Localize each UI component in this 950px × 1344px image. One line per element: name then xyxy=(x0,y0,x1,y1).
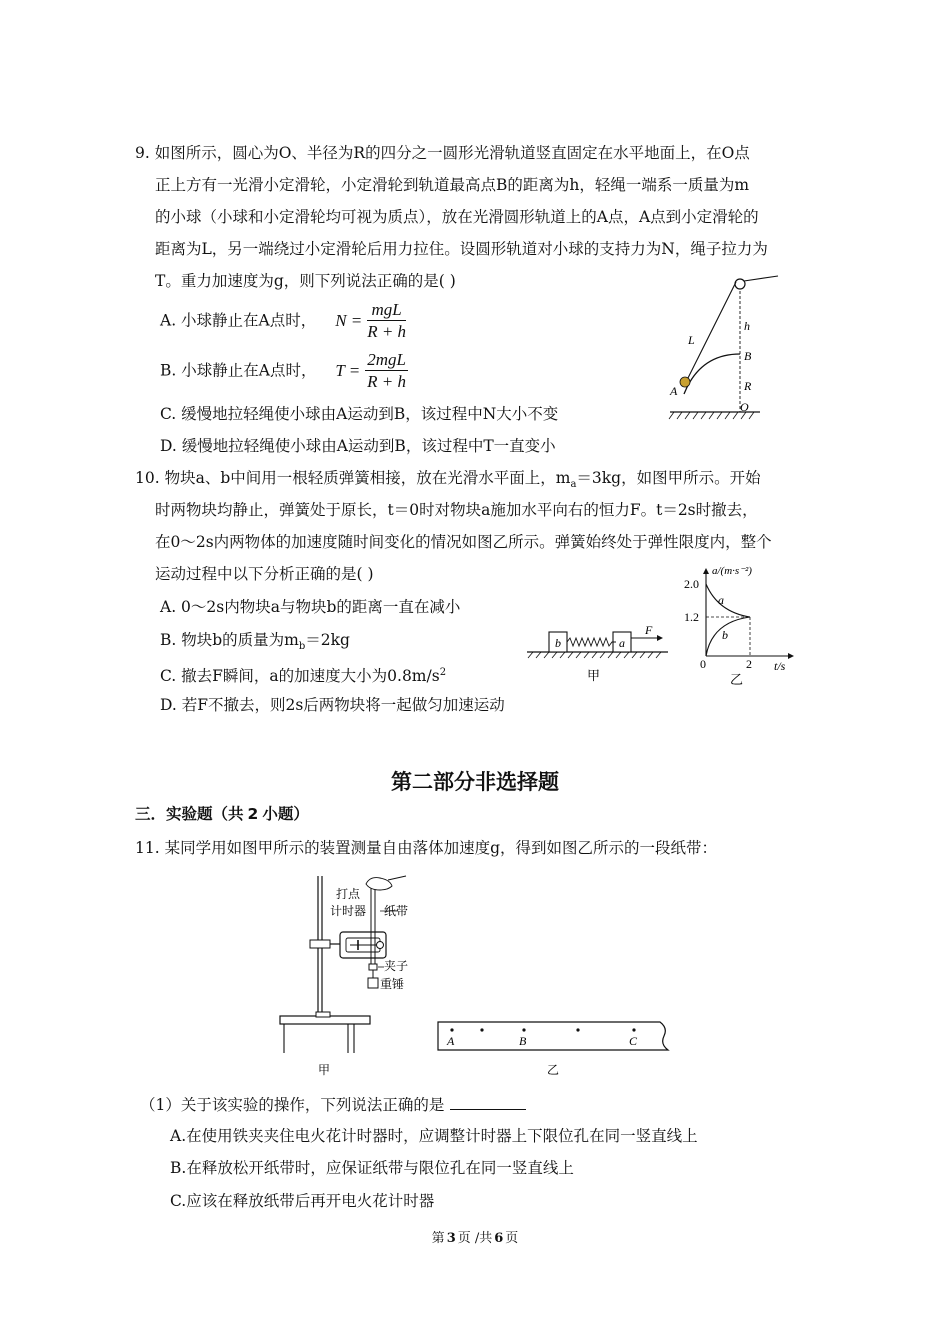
q10-curve-a-label: a xyxy=(718,593,724,607)
q10-x-tick-2: 2 xyxy=(746,657,752,671)
q10-label-a: a xyxy=(619,636,625,650)
q11-label-l3: 纸带 xyxy=(384,904,409,918)
q9-option-b-var: T = xyxy=(335,360,361,380)
q9-label-l: L xyxy=(688,333,695,347)
q9-arc-track xyxy=(684,354,740,394)
q10-line-4: 运动过程中以下分析正确的是( ) xyxy=(155,565,374,583)
q10-spring xyxy=(567,638,616,646)
q11-weight xyxy=(368,978,378,988)
section-three-end: 小题） xyxy=(262,805,309,823)
q10-figure-yi xyxy=(678,560,798,690)
q10-option-b-sub: b xyxy=(298,641,306,653)
part-two-title: 第二部分非选择题 xyxy=(391,770,559,794)
q9-pulley xyxy=(735,279,745,289)
q10-option-b-text: B. 物块b的质量为m xyxy=(160,631,299,649)
q10-option-c-sup: 2 xyxy=(439,667,447,678)
q9-option-c: C. 缓慢地拉轻绳使小球由A运动到B，该过程中N大小不变 xyxy=(160,405,559,423)
q11-point-c: C xyxy=(629,1034,638,1048)
q10-label-f: F xyxy=(645,623,653,637)
q11-option-c: C.应该在释放纸带后再开电火花计时器 xyxy=(170,1192,435,1210)
q9-option-b xyxy=(160,350,408,393)
q10-line-1-text: 10. 物块a、b中间用一根轻质弹簧相接，放在光滑水平面上，m xyxy=(135,469,571,487)
q9-option-a-text: A. 小球静止在A点时， xyxy=(160,311,317,330)
q10-caption-yi: 乙 xyxy=(730,672,744,687)
q11-label-l4: 夹子 xyxy=(384,959,409,973)
q10-option-b xyxy=(160,630,350,657)
q9-option-b-fraction xyxy=(365,350,408,393)
q9-line-4: 距离为L，另一端绕过小定滑轮后用力拉住。设圆形轨道对小球的支持力为N，绳子拉力为 xyxy=(155,240,768,258)
q10-option-a: A. 0～2s内物块a与物块b的距离一直在减小 xyxy=(160,598,461,616)
footer-pre: 第 xyxy=(431,1231,445,1246)
q10-line-3: 在0～2s内两物体的加速度随时间变化的情况如图乙所示。弹簧始终处于弹性限度内，整个 xyxy=(155,533,772,551)
q10-y-tick-2: 2.0 xyxy=(684,577,699,591)
q9-label-a: A xyxy=(670,384,678,398)
q10-curve-a xyxy=(706,584,750,617)
q9-option-a-var: N = xyxy=(335,310,363,330)
footer-mid: 页 /共 xyxy=(457,1231,493,1246)
q9-option-a-numerator: mgL xyxy=(367,300,406,321)
q11-line-1: 11. 某同学用如图甲所示的装置测量自由落体加速度g，得到如图乙所示的一段纸带： xyxy=(135,839,718,857)
q9-line-2: 正上方有一光滑小定滑轮，小定滑轮到轨道最高点B的距离为h，轻绳一端系一质量为m xyxy=(155,176,750,194)
q9-option-d: D. 缓慢地拉轻绳使小球由A运动到B，该过程中T一直变小 xyxy=(160,437,556,455)
q11-caption-jia: 甲 xyxy=(318,1063,331,1077)
q9-line-1: 9. 如图所示，圆心为O、半径为R的四分之一圆形光滑轨道竖直固定在水平地面上，在O点 xyxy=(135,144,750,162)
q9-line-3: 的小球（小球和小定滑轮均可视为质点），放在光滑圆形轨道上的A点，A点到小定滑轮的 xyxy=(155,208,759,226)
q9-option-a-fraction xyxy=(367,300,406,343)
q10-option-d: D. 若F不撤去，则2s后两物块将一起做匀加速运动 xyxy=(160,696,505,714)
q10-curve-b-label: b xyxy=(722,628,728,642)
q10-y-axis-label: a/(m·s⁻²) xyxy=(712,565,752,577)
q10-curve-b xyxy=(706,617,750,656)
q11-caption-yi: 乙 xyxy=(547,1063,560,1077)
q9-option-a xyxy=(160,300,406,343)
q10-option-b-rest: ＝2kg xyxy=(305,631,350,649)
q9-label-h: h xyxy=(744,319,750,333)
q10-label-b: b xyxy=(555,636,561,650)
q10-figure-jia xyxy=(525,620,670,688)
q10-y-tick-12: 1.2 xyxy=(684,610,699,624)
q9-option-b-denominator: R + h xyxy=(367,372,406,391)
footer-post: 页 xyxy=(505,1231,519,1246)
q10-line-1-sub: a xyxy=(570,479,577,491)
section-three-count: 2 xyxy=(247,805,259,823)
q11-sub-question-1-text: （1）关于该实验的操作，下列说法正确的是 xyxy=(140,1096,445,1114)
q9-option-b-numerator: 2mgL xyxy=(367,350,406,369)
q11-option-b: B.在释放松开纸带时，应保证纸带与限位孔在同一竖直线上 xyxy=(170,1159,574,1177)
q11-label-l2: 计时器 xyxy=(330,904,367,918)
footer-total: 6 xyxy=(494,1231,504,1246)
section-three-text: 三．实验题（共 xyxy=(135,805,244,823)
q10-option-c xyxy=(160,663,446,686)
footer-page: 3 xyxy=(446,1231,456,1246)
q11-option-a: A.在使用铁夹夹住电火花计时器时，应调整计时器上下限位孔在同一竖直线上 xyxy=(170,1127,698,1145)
q11-answer-blank[interactable] xyxy=(450,1094,526,1110)
q9-label-o: O xyxy=(740,400,749,414)
q10-caption-jia: 甲 xyxy=(587,668,601,683)
q10-option-c-text: C. 撤去F瞬间，a的加速度大小为0.8m/s xyxy=(160,667,440,686)
q10-x-tick-0: 0 xyxy=(700,657,706,671)
q9-rope xyxy=(686,282,736,382)
q11-label-l5: 重锤 xyxy=(380,977,405,991)
q9-option-a-denominator: R + h xyxy=(367,322,407,341)
q10-line-1-rest: ＝3kg，如图甲所示。开始 xyxy=(576,469,761,487)
q9-line-5: T。重力加速度为g，则下列说法正确的是( ) xyxy=(155,272,456,290)
q11-sub-question-1 xyxy=(140,1094,526,1115)
q10-x-axis-label: t/s xyxy=(774,659,786,673)
page-footer xyxy=(0,1227,950,1246)
section-three-heading xyxy=(135,804,309,824)
q9-figure xyxy=(660,272,790,427)
q9-option-b-text: B. 小球静止在A点时， xyxy=(160,361,317,380)
q11-point-a: A xyxy=(447,1034,455,1048)
q9-label-r: R xyxy=(744,379,752,393)
q10-line-1 xyxy=(135,468,761,495)
q9-ball xyxy=(680,377,690,387)
q11-label-l1: 打点 xyxy=(336,887,361,901)
q9-label-b: B xyxy=(744,349,752,363)
q11-figure-yi xyxy=(430,1016,680,1080)
q11-point-b: B xyxy=(519,1034,527,1048)
q11-figure-jia xyxy=(270,868,440,1083)
q10-line-2: 时两物块均静止，弹簧处于原长，t＝0时对物块a施加水平向右的恒力F。t＝2s时撤去， xyxy=(155,501,758,519)
